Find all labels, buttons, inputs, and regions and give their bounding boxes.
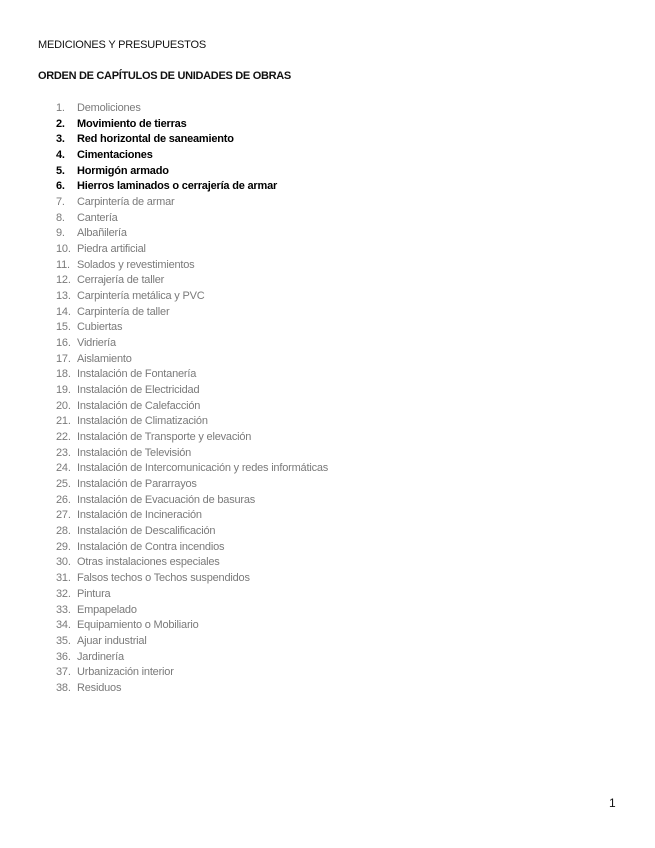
chapter-number: 30. bbox=[56, 556, 71, 569]
list-item bbox=[56, 665, 328, 681]
chapter-label: Instalación de Intercomunicación y redes informáticas bbox=[77, 462, 329, 475]
list-item bbox=[56, 211, 328, 227]
chapter-number: 21. bbox=[56, 415, 71, 428]
list-item bbox=[56, 524, 328, 540]
chapter-number: 25. bbox=[56, 478, 71, 491]
list-item bbox=[56, 320, 328, 336]
chapter-label: Cerrajería de taller bbox=[77, 274, 165, 287]
list-item bbox=[56, 603, 328, 619]
chapter-label: Hierros laminados o cerrajería de armar bbox=[77, 180, 278, 193]
page-number: 1 bbox=[609, 796, 616, 810]
chapter-number: 31. bbox=[56, 572, 71, 585]
chapter-number: 18. bbox=[56, 368, 71, 381]
chapter-label: Cimentaciones bbox=[77, 149, 153, 162]
list-item bbox=[56, 555, 328, 571]
chapter-number: 27. bbox=[56, 509, 71, 522]
chapter-number: 9. bbox=[56, 227, 65, 240]
chapter-number: 19. bbox=[56, 384, 71, 397]
list-item bbox=[56, 305, 328, 321]
chapter-label: Piedra artificial bbox=[77, 243, 146, 256]
document-subtitle: ORDEN DE CAPÍTULOS DE UNIDADES DE OBRAS bbox=[38, 70, 291, 82]
list-item bbox=[56, 540, 328, 556]
chapter-number: 17. bbox=[56, 352, 71, 365]
list-item bbox=[56, 650, 328, 666]
chapter-label: Instalación de Contra incendios bbox=[77, 540, 225, 553]
chapter-label: Hormigón armado bbox=[77, 164, 169, 177]
chapter-label: Residuos bbox=[77, 681, 122, 694]
chapter-number: 8. bbox=[56, 211, 65, 224]
list-item bbox=[56, 132, 328, 148]
chapter-label: Movimiento de tierras bbox=[77, 117, 187, 130]
list-item bbox=[56, 399, 328, 415]
chapter-number: 38. bbox=[56, 681, 71, 694]
chapter-label: Instalación de Transporte y elevación bbox=[77, 431, 252, 444]
list-item bbox=[56, 179, 328, 195]
chapter-number: 5. bbox=[56, 164, 65, 177]
chapter-label: Pintura bbox=[77, 587, 111, 600]
chapter-label: Instalación de Fontanería bbox=[77, 368, 197, 381]
chapter-number: 32. bbox=[56, 587, 71, 600]
chapter-number: 15. bbox=[56, 321, 71, 334]
chapter-label: Carpintería de taller bbox=[77, 305, 170, 318]
chapter-number: 24. bbox=[56, 462, 71, 475]
list-item bbox=[56, 508, 328, 524]
chapter-label: Urbanización interior bbox=[77, 666, 174, 679]
chapter-number: 7. bbox=[56, 196, 65, 209]
chapter-number: 11. bbox=[56, 258, 70, 271]
list-item bbox=[56, 352, 328, 368]
chapter-number: 33. bbox=[56, 603, 71, 616]
chapter-label: Instalación de Pararrayos bbox=[77, 478, 197, 491]
chapter-label: Instalación de Incineración bbox=[77, 509, 202, 522]
chapter-number: 22. bbox=[56, 431, 71, 444]
chapter-label: Carpintería de armar bbox=[77, 196, 175, 209]
chapter-label: Cantería bbox=[77, 211, 118, 224]
list-item bbox=[56, 242, 328, 258]
list-item bbox=[56, 477, 328, 493]
list-item bbox=[56, 681, 328, 697]
chapter-label: Instalación de Televisión bbox=[77, 446, 192, 459]
list-item bbox=[56, 634, 328, 650]
list-item bbox=[56, 493, 328, 509]
list-item bbox=[56, 258, 328, 274]
list-item bbox=[56, 226, 328, 242]
chapter-number: 29. bbox=[56, 540, 71, 553]
chapter-label: Falsos techos o Techos suspendidos bbox=[77, 572, 250, 585]
list-item bbox=[56, 164, 328, 180]
document-title: MEDICIONES Y PRESUPUESTOS bbox=[38, 39, 206, 51]
chapter-number: 1. bbox=[56, 102, 65, 114]
chapter-label: Instalación de Evacuación de basuras bbox=[77, 493, 256, 506]
chapter-label: Instalación de Calefacción bbox=[77, 399, 201, 412]
list-item bbox=[56, 336, 328, 352]
chapter-number: 26. bbox=[56, 493, 71, 506]
list-item bbox=[56, 430, 328, 446]
chapter-number: 37. bbox=[56, 666, 71, 679]
chapter-label: Red horizontal de saneamiento bbox=[77, 133, 234, 146]
chapter-number: 20. bbox=[56, 399, 71, 412]
list-item bbox=[56, 289, 328, 305]
chapter-label: Equipamiento o Mobiliario bbox=[77, 619, 199, 632]
list-item bbox=[56, 117, 328, 133]
chapter-label: Jardinería bbox=[77, 650, 124, 663]
list-item bbox=[56, 461, 328, 477]
list-item bbox=[56, 446, 328, 462]
chapter-label: Ajuar industrial bbox=[77, 634, 147, 647]
chapter-label: Instalación de Climatización bbox=[77, 415, 208, 428]
chapter-number: 23. bbox=[56, 446, 71, 459]
chapter-number: 12. bbox=[56, 274, 71, 287]
list-item bbox=[56, 587, 328, 603]
chapter-number: 14. bbox=[56, 305, 71, 318]
list-item bbox=[56, 367, 328, 383]
chapter-label: Albañilería bbox=[77, 227, 127, 240]
chapter-number: 16. bbox=[56, 337, 71, 350]
chapter-number: 4. bbox=[56, 149, 65, 162]
chapter-label: Carpintería metálica y PVC bbox=[77, 290, 205, 303]
chapter-number: 36. bbox=[56, 650, 71, 663]
chapter-label: Instalación de Electricidad bbox=[77, 384, 200, 397]
chapter-label: Vidriería bbox=[77, 337, 116, 350]
list-item bbox=[56, 414, 328, 430]
chapter-label: Aislamiento bbox=[77, 352, 132, 365]
list-item bbox=[56, 383, 328, 399]
chapter-number: 3. bbox=[56, 133, 65, 146]
chapter-number: 13. bbox=[56, 290, 71, 303]
chapter-label: Demoliciones bbox=[77, 102, 141, 114]
chapter-label: Instalación de Descalificación bbox=[77, 525, 216, 538]
list-item bbox=[56, 273, 328, 289]
chapter-label: Otras instalaciones especiales bbox=[77, 556, 220, 569]
chapter-number: 10. bbox=[56, 243, 71, 256]
chapter-number: 6. bbox=[56, 180, 65, 193]
list-item bbox=[56, 148, 328, 164]
chapter-number: 2. bbox=[56, 117, 65, 130]
list-item bbox=[56, 571, 328, 587]
chapter-label: Solados y revestimientos bbox=[77, 258, 195, 271]
list-item bbox=[56, 101, 328, 117]
chapter-label: Empapelado bbox=[77, 603, 137, 616]
chapter-list bbox=[56, 101, 328, 697]
list-item bbox=[56, 618, 328, 634]
chapter-label: Cubiertas bbox=[77, 321, 123, 334]
chapter-number: 35. bbox=[56, 634, 71, 647]
list-item bbox=[56, 195, 328, 211]
chapter-number: 28. bbox=[56, 525, 71, 538]
chapter-number: 34. bbox=[56, 619, 71, 632]
